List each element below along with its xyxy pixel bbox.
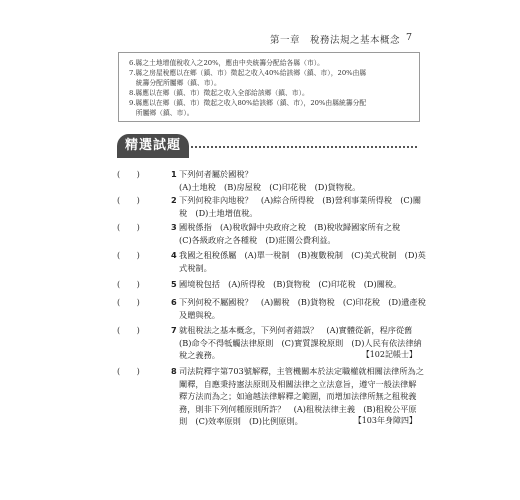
question-text: 闡釋，自應秉持憲法原則及相關法律之立法意旨，遵守一般法律解 [179,378,417,389]
answer-blank[interactable]: ( ) [117,279,140,289]
section-divider [191,146,417,148]
question-number: 6 [171,297,177,307]
question-number: 3 [171,222,177,232]
question-number: 7 [171,325,177,335]
question-text: 下列何稅不屬國稅？ (A)關稅 (B)貨物稅 (C)印花稅 (D)遺產稅 [179,297,426,307]
question-options: 則 (C)效率原則 (D)比例原則。 [179,416,303,426]
question-options: 及贈與稅。 [179,309,220,320]
answer-blank[interactable]: ( ) [117,366,140,376]
note-line: 所屬鄉（鎮、市）。 [129,109,194,117]
note-line: 統籌分配所屬鄉（鎮、市）。 [129,79,221,87]
note-line: 7.縣之房屋稅應以在鄉（鎮、市）徵起之收入40%給該鄉（鎮、市），20%由縣 [129,69,367,77]
question-number: 1 [171,169,177,179]
question-options: (B)命令不得牴觸法律原則 (C)實質課稅原則 (D)人民有依法律納 [179,337,422,348]
question-text: 下列何者屬於國稅？ [179,169,253,179]
page-number: 7 [405,32,412,43]
page-header [0,32,520,48]
section-title: 精選試題 [117,134,189,158]
note-box [118,52,420,122]
answer-blank[interactable]: ( ) [117,195,140,205]
question-text: 釋方法而為之；如逾越法律解釋之範圍，而增加法律所無之租稅義 [179,391,417,401]
note-line: 8.縣應以在鄉（鎮、市）徵起之收入全部給該鄉（鎮、市）。 [129,89,309,97]
answer-blank[interactable]: ( ) [117,297,140,307]
answer-blank[interactable]: ( ) [117,325,140,335]
answer-blank[interactable]: ( ) [117,169,140,179]
question-text: 國境稅包括 (A)所得稅 (B)貨物稅 (C)印花稅 (D)關稅。 [179,279,402,289]
question-text: 就租稅法之基本概念，下列何者錯誤？ (A)實體從新，程序從舊 [179,325,413,335]
question-source: 【102記帳士】 [361,350,417,359]
answer-blank[interactable]: ( ) [117,250,140,260]
question-options: 式稅制。 [179,262,212,273]
note-line: 9.縣應以在鄉（鎮、市）徵起之收入80%給該鄉（鎮、市），20%由縣統籌分配 [129,99,367,107]
question-number: 4 [171,250,177,260]
question-options: 稅 (D)土地增值稅。 [179,207,258,218]
question-options: 稅之義務。 [179,350,220,360]
question-options: (A)土地稅 (B)房屋稅 (C)印花稅 (D)貨物稅。 [179,181,361,192]
question-text: 國稅係指 (A)稅收歸中央政府之稅 (B)稅收歸國家所有之稅 [179,222,401,232]
note-line: 6.縣之土地增值稅收入之20%，應由中央統籌分配給各縣（市）。 [129,59,324,67]
question-number: 5 [171,279,177,289]
question-options: (C)各級政府之各種稅 (D)莊園公費利益。 [179,234,336,245]
section-header [117,134,417,158]
answer-blank[interactable]: ( ) [117,222,140,232]
question-text: 我國之租稅係屬 (A)單一稅制 (B)複數稅制 (C)美式稅制 (D)英 [179,250,426,260]
chapter-title: 第一章 稅務法規之基本概念 [269,35,400,46]
question-number: 8 [171,366,177,376]
question-options: 務，則非下列何種原則所許？ (A)租稅法律主義 (B)租稅公平原 [179,403,417,414]
question-number: 2 [171,195,177,205]
question-text: 下列何稅非內地稅？ (A)綜合所得稅 (B)營利事業所得稅 (C)關 [179,195,422,205]
question-text: 司法院釋字第703號解釋，主管機關本於法定職權就相關法律所為之 [179,366,424,376]
question-source: 【103年身障四】 [353,416,417,425]
